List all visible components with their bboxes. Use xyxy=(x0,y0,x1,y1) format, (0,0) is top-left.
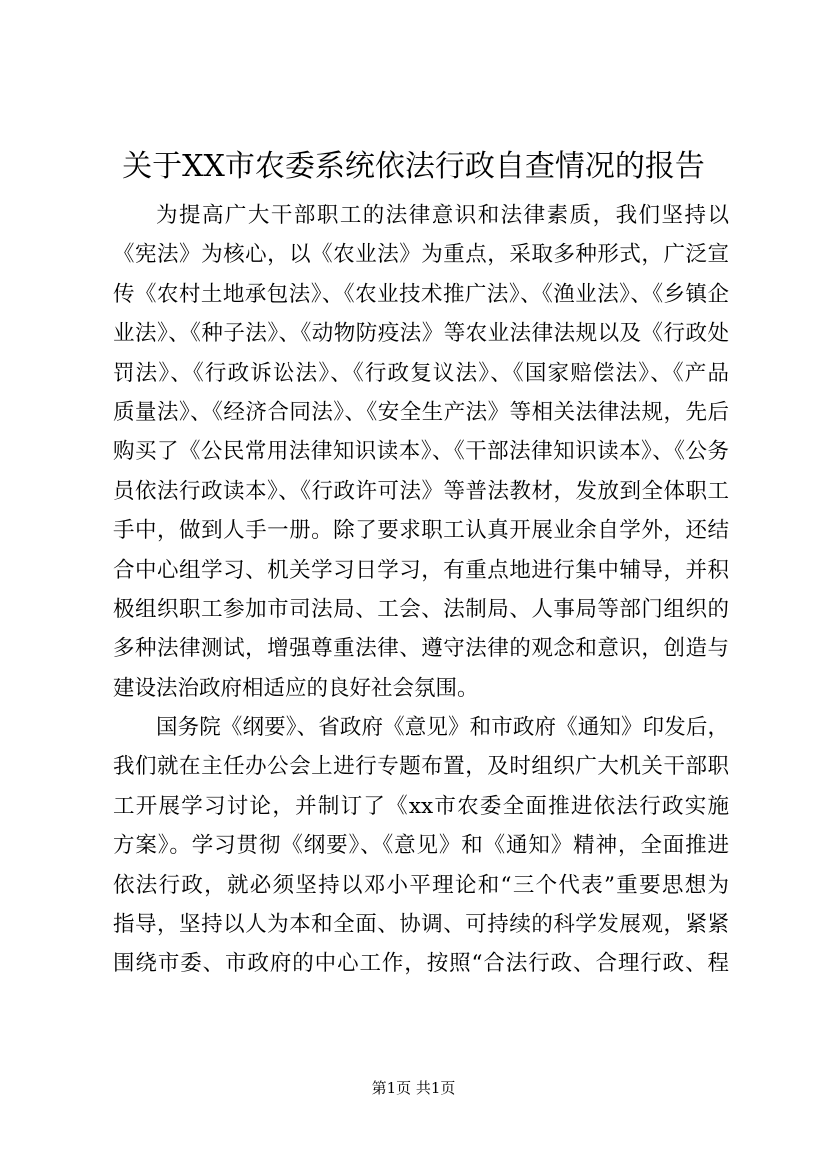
paragraph-line: 为提高广大干部职工的法律意识和法律素质，我们坚持以 xyxy=(156,203,729,228)
paragraph-line: 依法行政，就必须坚持以邓小平理论和“三个代表”重要思想为 xyxy=(113,872,729,898)
paragraph-line: 《宪法》为核心，以《农业法》为重点，采取多种形式，广泛宣 xyxy=(113,242,729,268)
paragraph-line: 方案》。学习贯彻《纲要》、《意见》和《通知》精神，全面推进 xyxy=(113,833,729,859)
paragraph-line: 合中心组学习、机关学习日学习，有重点地进行集中辅导，并积 xyxy=(113,557,729,583)
paragraph-line: 手中，做到人手一册。除了要求职工认真开展业余自学外，还结 xyxy=(113,518,729,544)
paragraph-line: 罚法》、《行政诉讼法》、《行政复议法》、《国家赔偿法》、《产品 xyxy=(113,360,729,386)
paragraph-line: 传《农村土地承包法》、《农业技术推广法》、《渔业法》、《乡镇企 xyxy=(113,281,729,307)
paragraph-2 xyxy=(113,708,729,984)
paragraph-line: 极组织职工参加市司法局、工会、法制局、人事局等部门组织的 xyxy=(113,596,729,622)
paragraph-line: 多种法律测试，增强尊重法律、遵守法律的观念和意识，创造与 xyxy=(113,636,729,662)
paragraph-line: 我们就在主任办公会上进行专题布置，及时组织广大机关干部职 xyxy=(113,754,729,780)
paragraph-line: 业法》、《种子法》、《动物防疫法》等农业法律法规以及《行政处 xyxy=(113,321,729,347)
paragraph-line: 指导，坚持以人为本和全面、协调、可持续的科学发展观，紧紧 xyxy=(113,912,729,938)
document-body xyxy=(113,196,729,984)
paragraph-line: 工开展学习讨论，并制订了《xx市农委全面推进依法行政实施 xyxy=(113,793,729,819)
paragraph-1 xyxy=(113,196,729,708)
paragraph-line: 建设法治政府相适应的良好社会氛围。 xyxy=(113,675,479,701)
document-title: 关于XX市农委系统依法行政自查情况的报告 xyxy=(122,149,705,184)
paragraph-line: 员依法行政读本》、《行政许可法》等普法教材，发放到全体职工 xyxy=(113,478,729,504)
paragraph-line: 质量法》、《经济合同法》、《安全生产法》等相关法律法规，先后 xyxy=(113,399,729,425)
paragraph-line: 围绕市委、市政府的中心工作，按照“合法行政、合理行政、程 xyxy=(113,951,729,977)
paragraph-line: 国务院《纲要》、省政府《意见》和市政府《通知》印发后， xyxy=(156,715,729,741)
page-footer: 第1页 共1页 xyxy=(371,1079,456,1097)
paragraph-line: 购买了《公民常用法律知识读本》、《干部法律知识读本》、《公务 xyxy=(113,439,729,465)
